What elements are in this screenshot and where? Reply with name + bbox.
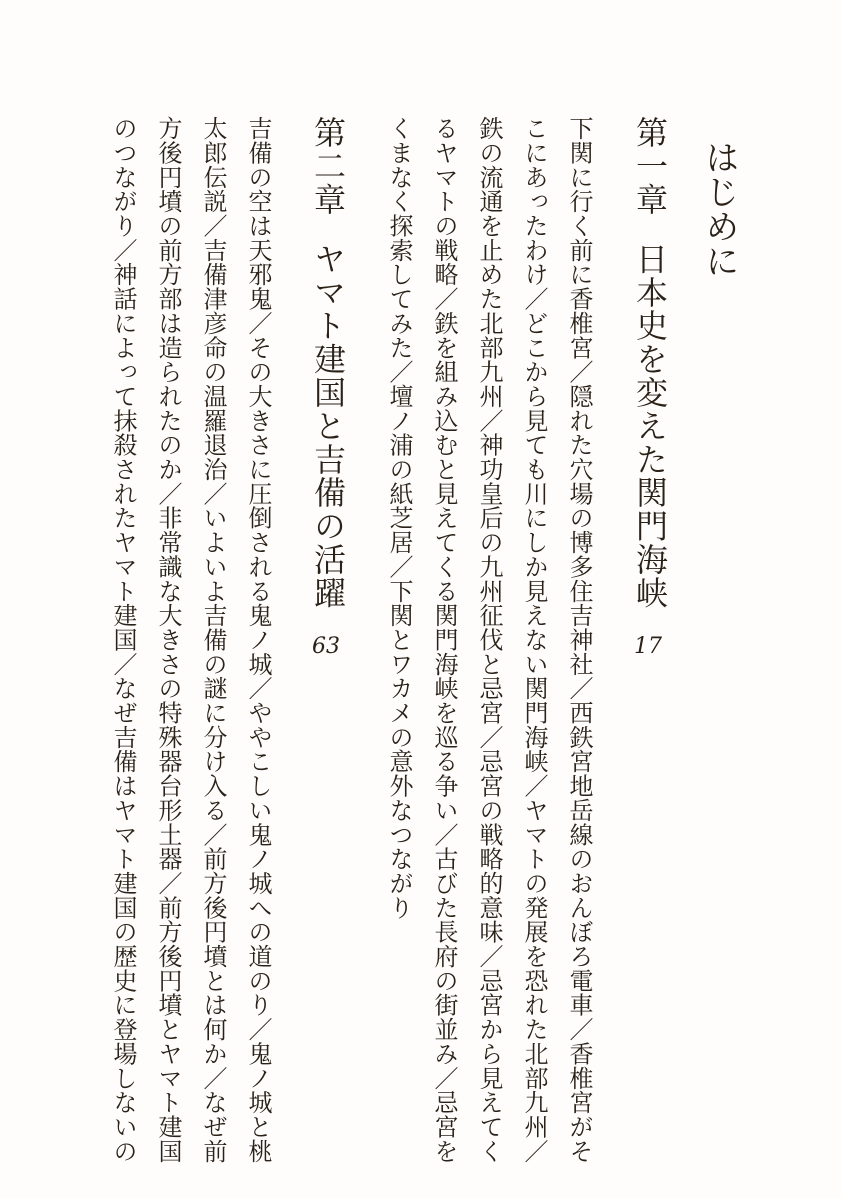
chapter-1-heading: [631, 116, 669, 659]
chapter-1-line-3: 鉄の流通を止めた北部九州／神功皇后の九州征伐と忌宮／忌宮の戦略的意味／忌宮から見えてく: [475, 116, 503, 1164]
chapter-2-number: 第二章: [309, 116, 347, 217]
chapter-2-title: ヤマト建国と吉備の活躍: [309, 242, 347, 610]
heading-spacer: [328, 216, 329, 242]
chapter-1-number: 第一章: [631, 116, 669, 217]
chapter-2-line-2: 太郎伝説／吉備津彦命の温羅退治／いよいよ吉備の謎に分け入る／前方後円墳とは何か／なぜ前: [199, 116, 227, 1164]
chapter-2-heading: [309, 116, 347, 659]
chapter-1-title: 日本史を変えた関門海峡: [631, 242, 669, 610]
chapter-1-line-5: くまなく探索してみた／壇ノ浦の紙芝居／下関とワカメの意外なつながり: [385, 116, 413, 920]
heading-spacer: [650, 216, 651, 242]
chapter-1-line-4: るヤマトの戦略／鉄を組み込むと見えてくる関門海峡を巡る争い／古びた長府の街並み／忌宮を: [430, 116, 458, 1164]
chapter-2-line-1: 吉備の空は天邪鬼／その大きさに圧倒される鬼ノ城／ややこしい鬼ノ城への道のり／鬼ノ城と桃: [244, 116, 272, 1164]
chapter-2-page-number: 63: [312, 633, 340, 659]
chapter-1-line-2: こにあったわけ／どこから見ても川にしか見えない関門海峡／ヤマトの発展を恐れた北部九州／: [520, 116, 548, 1164]
intro-heading: はじめに: [699, 140, 739, 278]
chapter-2-line-3: 方後円墳の前方部は造られたのか／非常識な大きさの特殊器台形土器／前方後円墳とヤマト建国: [154, 116, 182, 1164]
chapter-1-line-1: 下関に行く前に香椎宮／隠れた穴場の博多住吉神社／西鉄宮地岳線のおんぼろ電車／香椎宮がそ: [565, 116, 593, 1164]
chapter-1-page-number: 17: [634, 633, 662, 659]
chapter-2-line-4: のつながり／神話によって抹殺されたヤマト建国／なぜ吉備はヤマト建国の歴史に登場しないの: [109, 116, 137, 1164]
